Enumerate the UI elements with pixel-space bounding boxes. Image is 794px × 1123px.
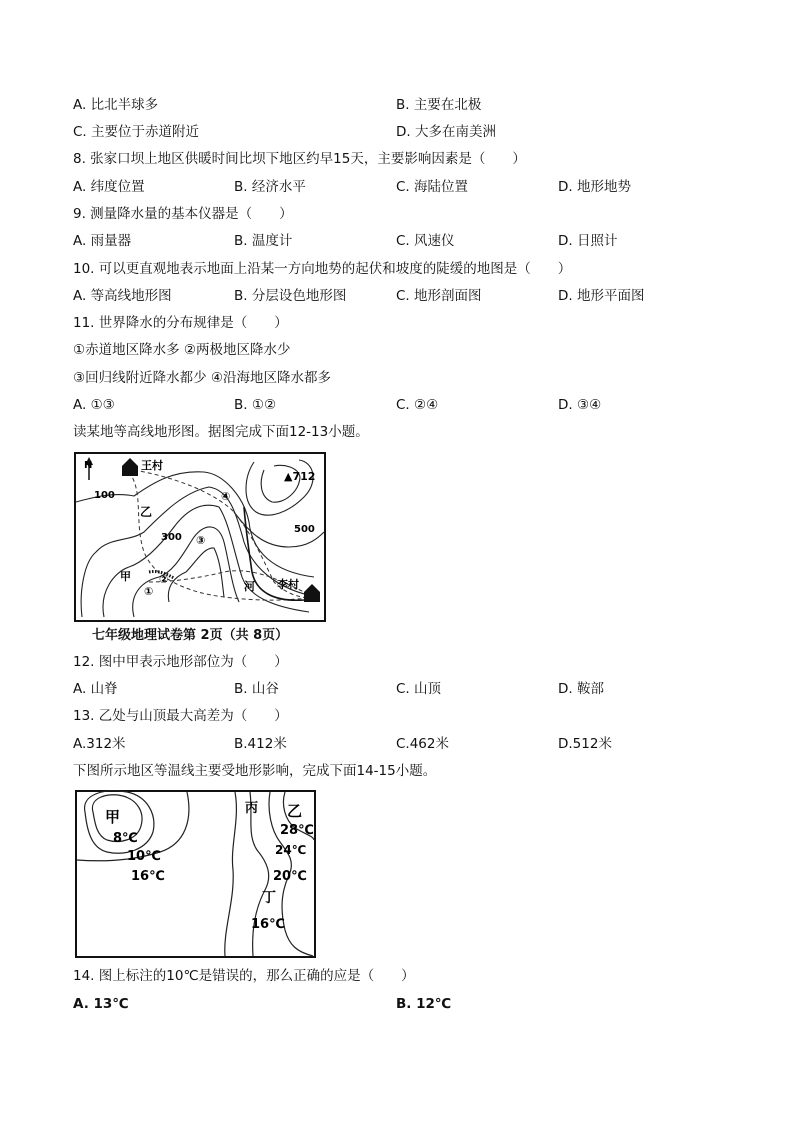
q13-option-c: C.462米 (396, 736, 449, 752)
label-jia: 甲 (120, 570, 131, 583)
label-wangcun: 王村 (141, 459, 163, 472)
q7-option-b: B. 主要在北极 (396, 97, 482, 113)
q8-option-d: D. 地形地势 (558, 179, 631, 195)
q8-option-a: A. 纬度位置 (73, 179, 145, 195)
q9-stem: 9. 测量降水量的基本仪器是（ ） (73, 206, 293, 222)
q13-option-d: D.512米 (558, 736, 612, 752)
intro-12-13: 读某地等高线地形图。据图完成下面12-13小题。 (73, 424, 369, 440)
marker-2: ② (159, 573, 169, 586)
label-temp-16-right: 16℃ (251, 917, 285, 932)
q8-option-b: B. 经济水平 (234, 179, 306, 195)
q8-stem: 8. 张家口坝上地区供暖时间比坝下地区约早15天，主要影响因素是（ ） (73, 151, 526, 167)
label-yi: 乙 (140, 505, 153, 519)
label-temp-28: 28℃ (280, 823, 314, 838)
q9-option-a: A. 雨量器 (73, 233, 132, 249)
q11-option-d: D. ③④ (558, 397, 602, 413)
label-contour-500: 500 (294, 524, 315, 535)
q13-option-a: A.312米 (73, 736, 126, 752)
marker-1: ① (144, 585, 154, 598)
q14-stem: 14. 图上标注的10℃是错误的，那么正确的应是（ ） (73, 968, 415, 984)
label-yi: 乙 (287, 802, 303, 820)
q10-option-d: D. 地形平面图 (558, 288, 645, 304)
q11-option-a: A. ①③ (73, 397, 115, 413)
q12-option-a: A. 山脊 (73, 681, 118, 697)
q11-option-c: C. ②④ (396, 397, 439, 413)
q9-option-d: D. 日照计 (558, 233, 618, 249)
marker-3: ③ (196, 534, 206, 547)
q12-option-d: D. 鞍部 (558, 681, 604, 697)
label-contour-300: 300 (161, 532, 182, 543)
label-he: 河 (244, 580, 255, 593)
q7-option-c: C. 主要位于赤道附近 (73, 124, 200, 140)
marker-4: ④ (221, 490, 231, 503)
intro-14-15: 下图所示地区等温线主要受地形影响，完成下面14-15小题。 (73, 763, 437, 779)
page-footer-caption: 七年级地理试卷第 2页（共 8页） (92, 628, 289, 643)
q10-stem: 10. 可以更直观地表示地面上沿某一方向地势的起伏和坡度的陡缓的地图是（ ） (73, 261, 572, 277)
q7-option-a: A. 比北半球多 (73, 97, 159, 113)
label-temp-24: 24℃ (275, 843, 307, 857)
label-bing: 丙 (245, 801, 259, 816)
q11-option-b: B. ①② (234, 397, 277, 413)
label-temp-10: 10℃ (127, 849, 161, 864)
label-temp-20: 20℃ (273, 869, 307, 884)
label-temp-8: 8℃ (113, 831, 138, 846)
q8-option-c: C. 海陆位置 (396, 179, 469, 195)
q13-stem: 13. 乙处与山顶最大高差为（ ） (73, 708, 288, 724)
q9-option-b: B. 温度计 (234, 233, 293, 249)
label-licun: 李村 (277, 578, 299, 591)
contour-map (74, 452, 326, 622)
label-contour-100: 100 (94, 490, 115, 501)
q13-option-b: B.412米 (234, 736, 287, 752)
q10-option-a: A. 等高线地形图 (73, 288, 172, 304)
label-ding: 丁 (262, 890, 276, 906)
q12-option-b: B. 山谷 (234, 681, 279, 697)
q14-option-a: A. 13℃ (73, 996, 129, 1012)
q11-statement-2: ③回归线附近降水都少 ④沿海地区降水都多 (73, 370, 331, 386)
label-temp-16-left: 16℃ (131, 869, 165, 884)
q14-option-b: B. 12℃ (396, 996, 452, 1012)
isotherm-map (75, 790, 316, 958)
q11-statement-1: ①赤道地区降水多 ②两极地区降水少 (73, 342, 291, 358)
q12-stem: 12. 图中甲表示地形部位为（ ） (73, 654, 288, 670)
q11-stem: 11. 世界降水的分布规律是（ ） (73, 315, 288, 331)
north-label: N (84, 460, 93, 471)
q9-option-c: C. 风速仪 (396, 233, 455, 249)
q7-option-d: D. 大多在南美洲 (396, 124, 496, 140)
label-jia: 甲 (105, 808, 121, 826)
label-peak-712: ▲712 (284, 470, 316, 483)
q10-option-c: C. 地形剖面图 (396, 288, 482, 304)
q12-option-c: C. 山顶 (396, 681, 442, 697)
q10-option-b: B. 分层设色地形图 (234, 288, 347, 304)
